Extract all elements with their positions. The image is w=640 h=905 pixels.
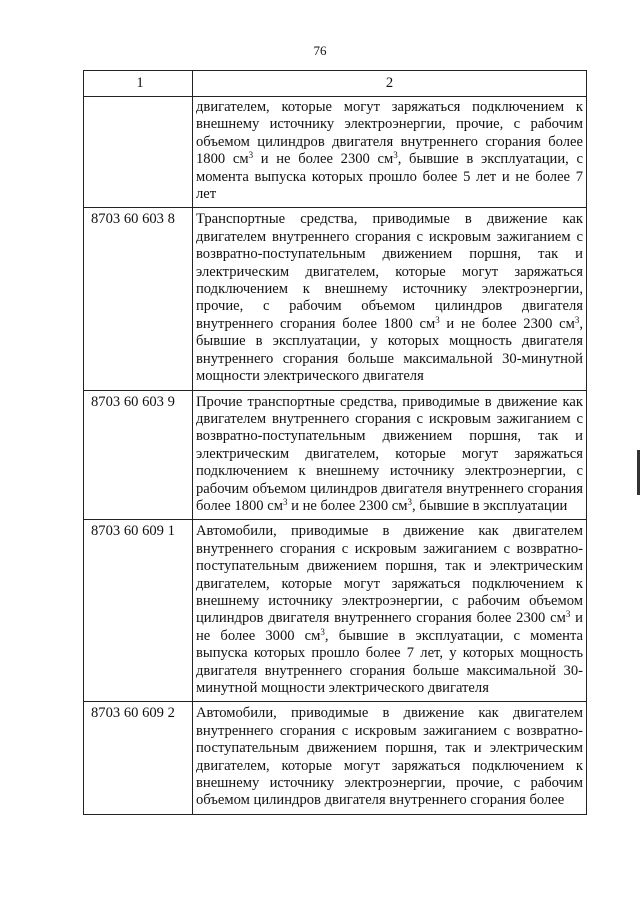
commodity-description	[193, 208, 587, 390]
header-col-1: 1	[84, 71, 193, 97]
description-text: Автомобили, приводимые в движение как двигателем внутреннего сгорания с искровым зажиганием с возвратно-поступательным движением поршня, так и электрическим двигателем, которые могут заряжаться подключением к внешнему источнику электроэнергии, с рабочим объемом цилиндров двигателя внутреннего сгорания более 2300 см	[196, 523, 583, 627]
superscript: 3	[282, 496, 288, 507]
commodity-code	[84, 97, 193, 208]
description-text: Автомобили, приводимые в движение как двигателем внутреннего сгорания с искровым зажиганием с возвратно-поступательным движением поршня, так и электрическим двигателем, которые могут заряжаться подключением к внешнему источнику электроэнергии, прочие, с рабочим объемом цилиндров двигателя внутреннего сгорания более	[196, 705, 583, 809]
superscript: 3	[248, 150, 254, 161]
table-row	[84, 390, 587, 520]
commodity-description	[193, 97, 587, 208]
table-row	[84, 702, 587, 814]
commodity-code: 8703 60 603 9	[84, 390, 193, 520]
table-row	[84, 520, 587, 702]
superscript: 3	[574, 314, 580, 325]
description-text: , бывшие в эксплуатации, с момента выпуска которых прошло более 5 лет и не более 7 лет	[196, 151, 583, 203]
description-text: двигателем, которые могут заряжаться подключением к внешнему источнику электроэнергии, прочие, с рабочим объемом цилиндров двигателя внутреннего сгорания более 1800 см	[196, 99, 583, 168]
table-row	[84, 208, 587, 390]
description-text: Прочие транспортные средства, приводимые в движение как двигателем внутреннего сгорания с искровым зажиганием с возвратно-поступательным движением поршня, так и электрическим двигателем, которые могут заряжаться подключением к внешнему источнику электроэнергии, с рабочим объемом цилиндров двигателя внутреннего сгорания более 1800 см	[196, 393, 583, 514]
tariff-table	[83, 70, 587, 815]
superscript: 3	[393, 150, 398, 161]
description-text: , бывшие в эксплуатации	[411, 497, 568, 514]
superscript: 3	[407, 496, 412, 507]
description-text: и не более 3000 см	[196, 610, 583, 644]
superscript: 3	[435, 314, 440, 325]
description-text: и не более 2300 см	[287, 497, 408, 514]
superscript: 3	[565, 609, 571, 620]
table-header-row	[84, 71, 587, 97]
commodity-description	[193, 520, 587, 702]
description-text: и не более 2300 см	[439, 315, 575, 332]
description-text: Транспортные средства, приводимые в движение как двигателем внутреннего сгорания с искровым зажиганием с возвратно-поступательным движением поршня, так и электрическим двигателем, которые могут заряжаться подключением к внешнему источнику электроэнергии, прочие, с рабочим объемом цилиндров двигателя внутреннего сгорания более 1800 см	[196, 211, 583, 332]
description-text: , бывшие в эксплуатации, с момента выпуска которых прошло более 7 лет, у которых мощность двигателя внутреннего сгорания больше максимальной 30-минутной мощности электрического двигателя	[196, 627, 583, 696]
page-number: 76	[313, 43, 327, 58]
table-row	[84, 97, 587, 208]
commodity-code: 8703 60 609 2	[84, 702, 193, 814]
header-col-2: 2	[193, 71, 587, 97]
commodity-description	[193, 390, 587, 520]
description-text: и не более 2300 см	[253, 151, 394, 168]
commodity-code: 8703 60 609 1	[84, 520, 193, 702]
superscript: 3	[320, 626, 325, 637]
commodity-description	[193, 702, 587, 814]
description-text: , бывшие в эксплуатации, у которых мощность двигателя внутреннего сгорания больше максимальной 30-минутной мощности электрического двигателя	[196, 315, 584, 385]
commodity-code: 8703 60 603 8	[84, 208, 193, 390]
